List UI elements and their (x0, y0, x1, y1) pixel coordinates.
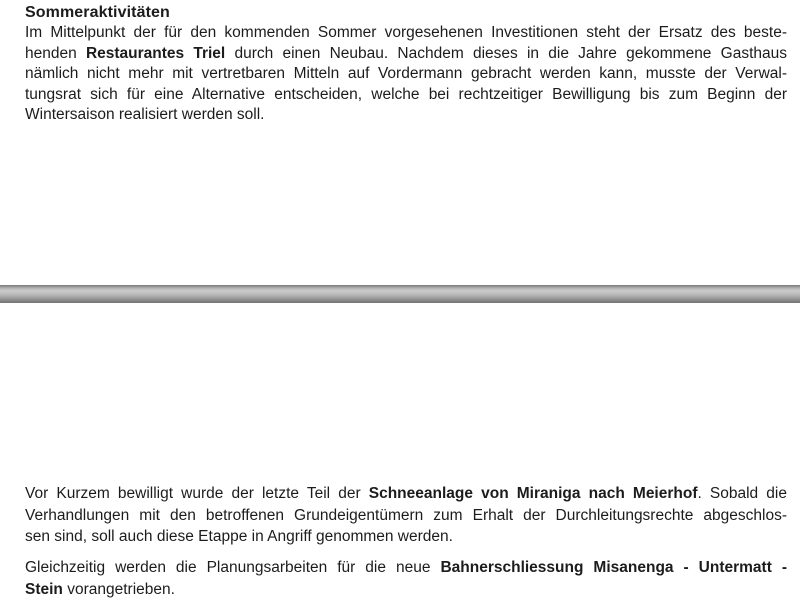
paragraph-schneeanlage (25, 483, 787, 548)
bold-text-run: Schneeanlage von Miraniga nach Meierhof (368, 485, 698, 502)
text-line (25, 64, 787, 85)
text-run: Wintersaison realisiert werden soll. (25, 106, 265, 123)
text-line (25, 105, 787, 126)
bold-text-run: Restaurantes Triel (85, 44, 226, 62)
text-line (25, 505, 787, 527)
text-line (25, 23, 787, 44)
text-run: Gleichzeitig werden die Planungsarbeiten für die neue (25, 559, 441, 576)
text-line (25, 526, 787, 548)
text-run: tungsrat sich für eine Alternative entscheiden, welche bei rechtzeitiger Bewilligung bis zum Beginn der (25, 85, 787, 103)
section-heading: Sommeraktivitäten (25, 4, 170, 21)
text-run: . Sobald die (697, 485, 787, 502)
paragraph-bahnerschliessung (25, 557, 787, 600)
text-run: Verhandlungen mit den betroffenen Grundeigentümern zum Erhalt der Durchleitungsrechte abgeschlos- (25, 506, 787, 524)
text-run: durch einen Neubau. Nachdem dieses in die Jahre gekommene Gasthaus (225, 44, 787, 62)
text-line (25, 85, 787, 106)
text-line (25, 483, 787, 505)
section-bahnerschliessung (25, 557, 787, 600)
text-run: Vor Kurzem bewilligt wurde der letzte Teil der (25, 485, 369, 502)
text-run: nämlich nicht mehr mit vertretbaren Mitteln auf Vordermann gebracht werden kann, musste der Verwal- (25, 65, 787, 82)
bold-text-run: Stein (25, 580, 63, 598)
text-line (25, 557, 787, 579)
text-line (25, 579, 787, 601)
section-schneeanlage (25, 483, 787, 548)
text-run: sen sind, soll auch diese Etappe in Angriff genommen werden. (25, 528, 453, 545)
text-run: henden (25, 44, 86, 62)
horizontal-divider-bar (0, 285, 800, 303)
text-line (25, 44, 787, 65)
bold-text-run: Bahnerschliessung Misanenga - Untermatt - (440, 559, 788, 576)
section-sommeraktivitaeten (25, 3, 787, 126)
text-run: vorangetrieben. (62, 580, 175, 598)
paragraph-restaurant-triel (25, 23, 787, 126)
text-run: Im Mittelpunkt der für den kommenden Sommer vorgesehenen Investitionen steht der Ersatz des beste- (25, 24, 787, 41)
